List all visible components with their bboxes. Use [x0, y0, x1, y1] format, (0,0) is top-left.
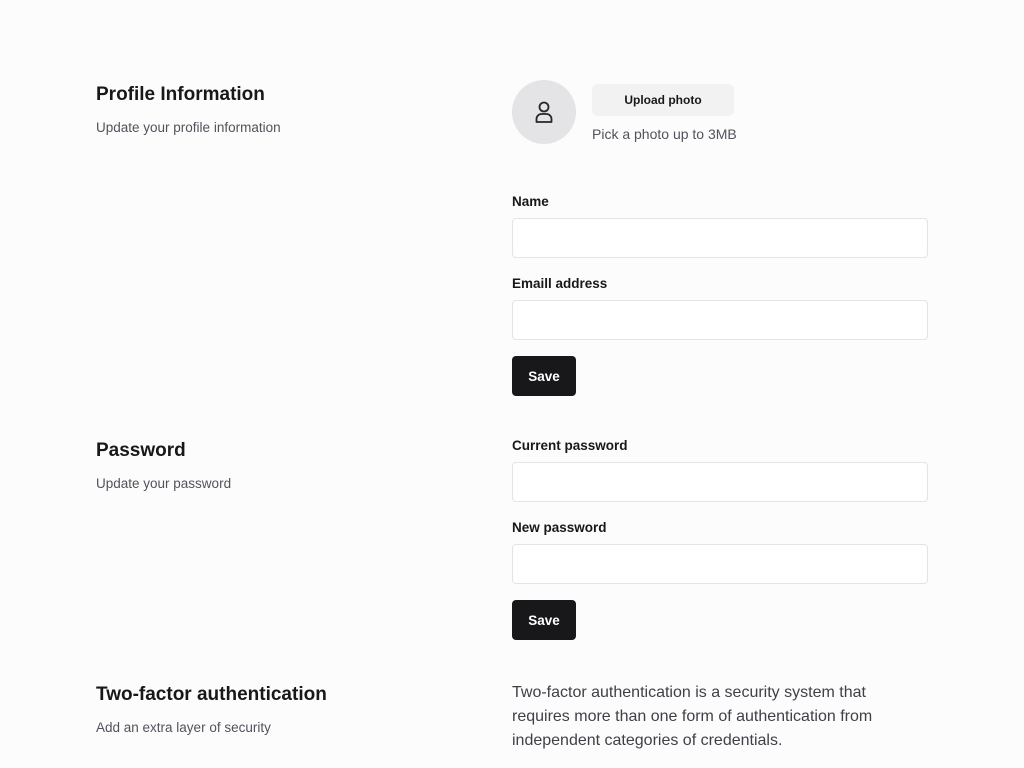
two-factor-section-title: Two-factor authentication: [96, 684, 327, 705]
name-input[interactable]: [512, 218, 928, 258]
two-factor-section-description: Add an extra layer of security: [96, 720, 271, 735]
password-section-title: Password: [96, 440, 186, 461]
current-password-label: Current password: [512, 438, 628, 453]
new-password-input[interactable]: [512, 544, 928, 584]
user-icon: [534, 100, 554, 124]
profile-section-description: Update your profile information: [96, 120, 281, 135]
two-factor-explanation: Two-factor authentication is a security system that requires more than one form of authentication from independent categories of credentials.: [512, 684, 873, 749]
password-section-description: Update your password: [96, 476, 232, 491]
name-label: Name: [512, 194, 549, 209]
email-label: Emaill address: [512, 276, 608, 291]
upload-photo-button[interactable]: Upload photo: [592, 84, 734, 116]
upload-photo-hint: Pick a photo up to 3MB: [592, 126, 737, 142]
new-password-label: New password: [512, 520, 607, 535]
profile-section-title: Profile Information: [96, 84, 265, 105]
avatar: [512, 80, 576, 144]
save-profile-button[interactable]: Save: [512, 356, 576, 396]
current-password-input[interactable]: [512, 462, 928, 502]
email-input[interactable]: [512, 300, 928, 340]
save-password-button[interactable]: Save: [512, 600, 576, 640]
